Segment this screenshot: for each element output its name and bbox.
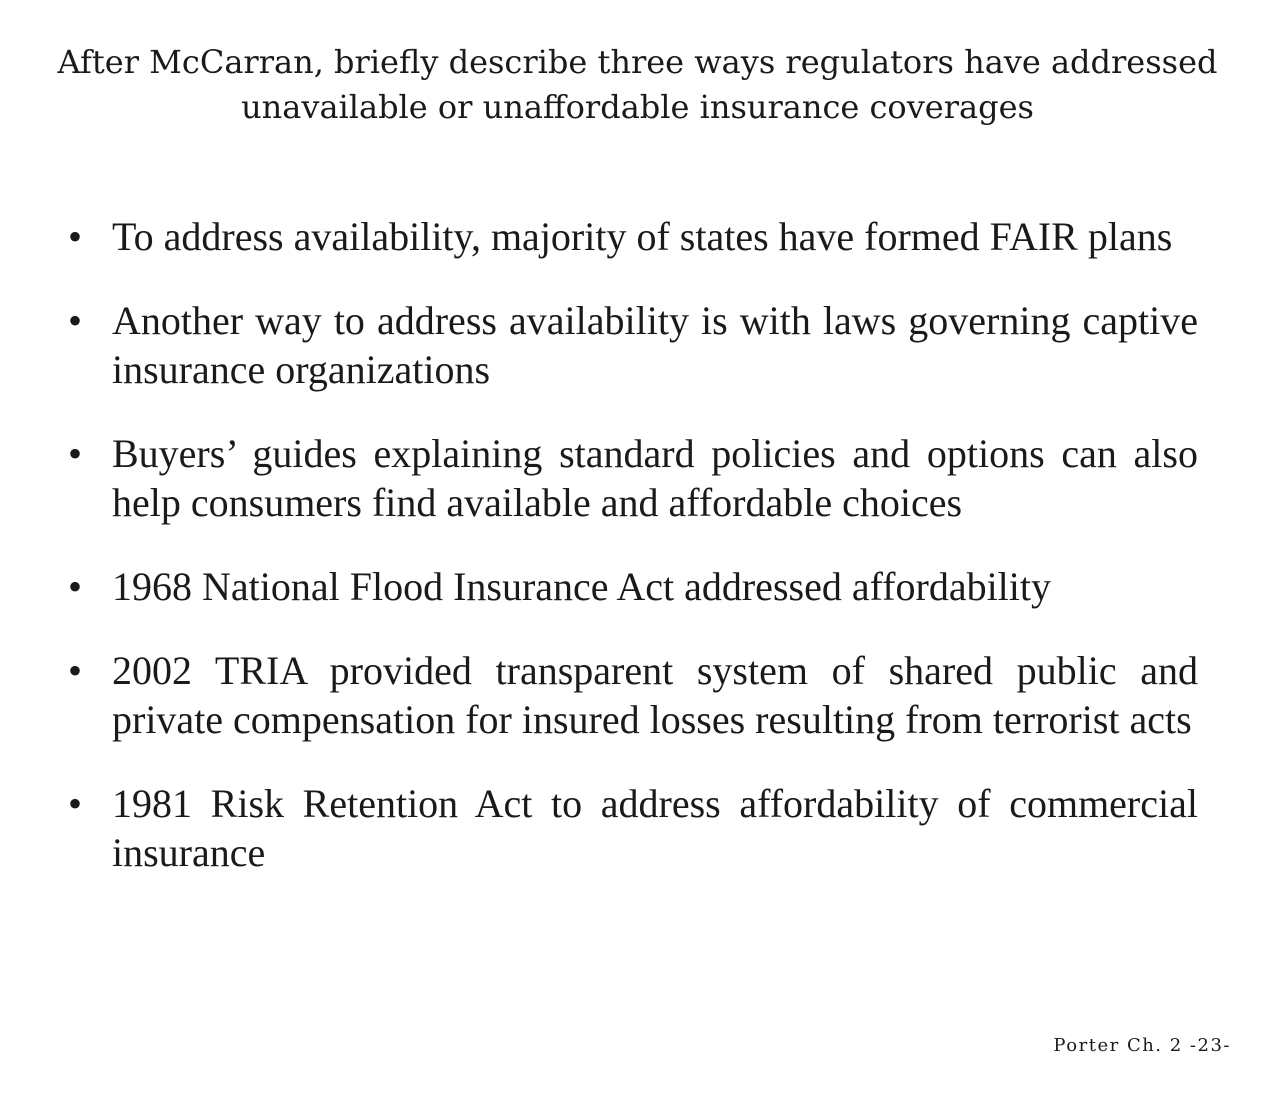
question-heading: After McCarran, briefly describe three ways regulators have addressed unavailable or unaffordable insurance coverages (57, 43, 1218, 126)
list-item (68, 429, 1198, 527)
list-item (68, 212, 1198, 261)
bullet-text: To address availability, majority of states have formed FAIR plans (112, 214, 1173, 259)
bullet-text: 2002 TRIA provided transparent system of shared public and private compensation for insured losses resulting from terrorist acts (112, 648, 1198, 742)
bullet-icon: • (68, 648, 83, 693)
list-item (68, 296, 1198, 394)
bullet-text: Buyers’ guides explaining standard policies and options can also help consumers find available and affordable choices (112, 431, 1198, 525)
bullet-icon: • (68, 781, 83, 826)
list-item (68, 779, 1198, 877)
bullet-icon: • (68, 564, 83, 609)
page-footer: Porter Ch. 2 -23- (1053, 1035, 1231, 1056)
list-item (68, 646, 1198, 744)
bullet-text: Another way to address availability is with laws governing captive insurance organizations (112, 298, 1198, 392)
list-item (68, 562, 1198, 611)
bullet-icon: • (68, 214, 83, 259)
bullet-icon: • (68, 298, 83, 343)
bullet-text: 1981 Risk Retention Act to address affordability of commercial insurance (112, 781, 1198, 875)
bullet-list (68, 212, 1198, 877)
bullet-icon: • (68, 431, 83, 476)
bullet-text: 1968 National Flood Insurance Act addressed affordability (112, 564, 1052, 609)
